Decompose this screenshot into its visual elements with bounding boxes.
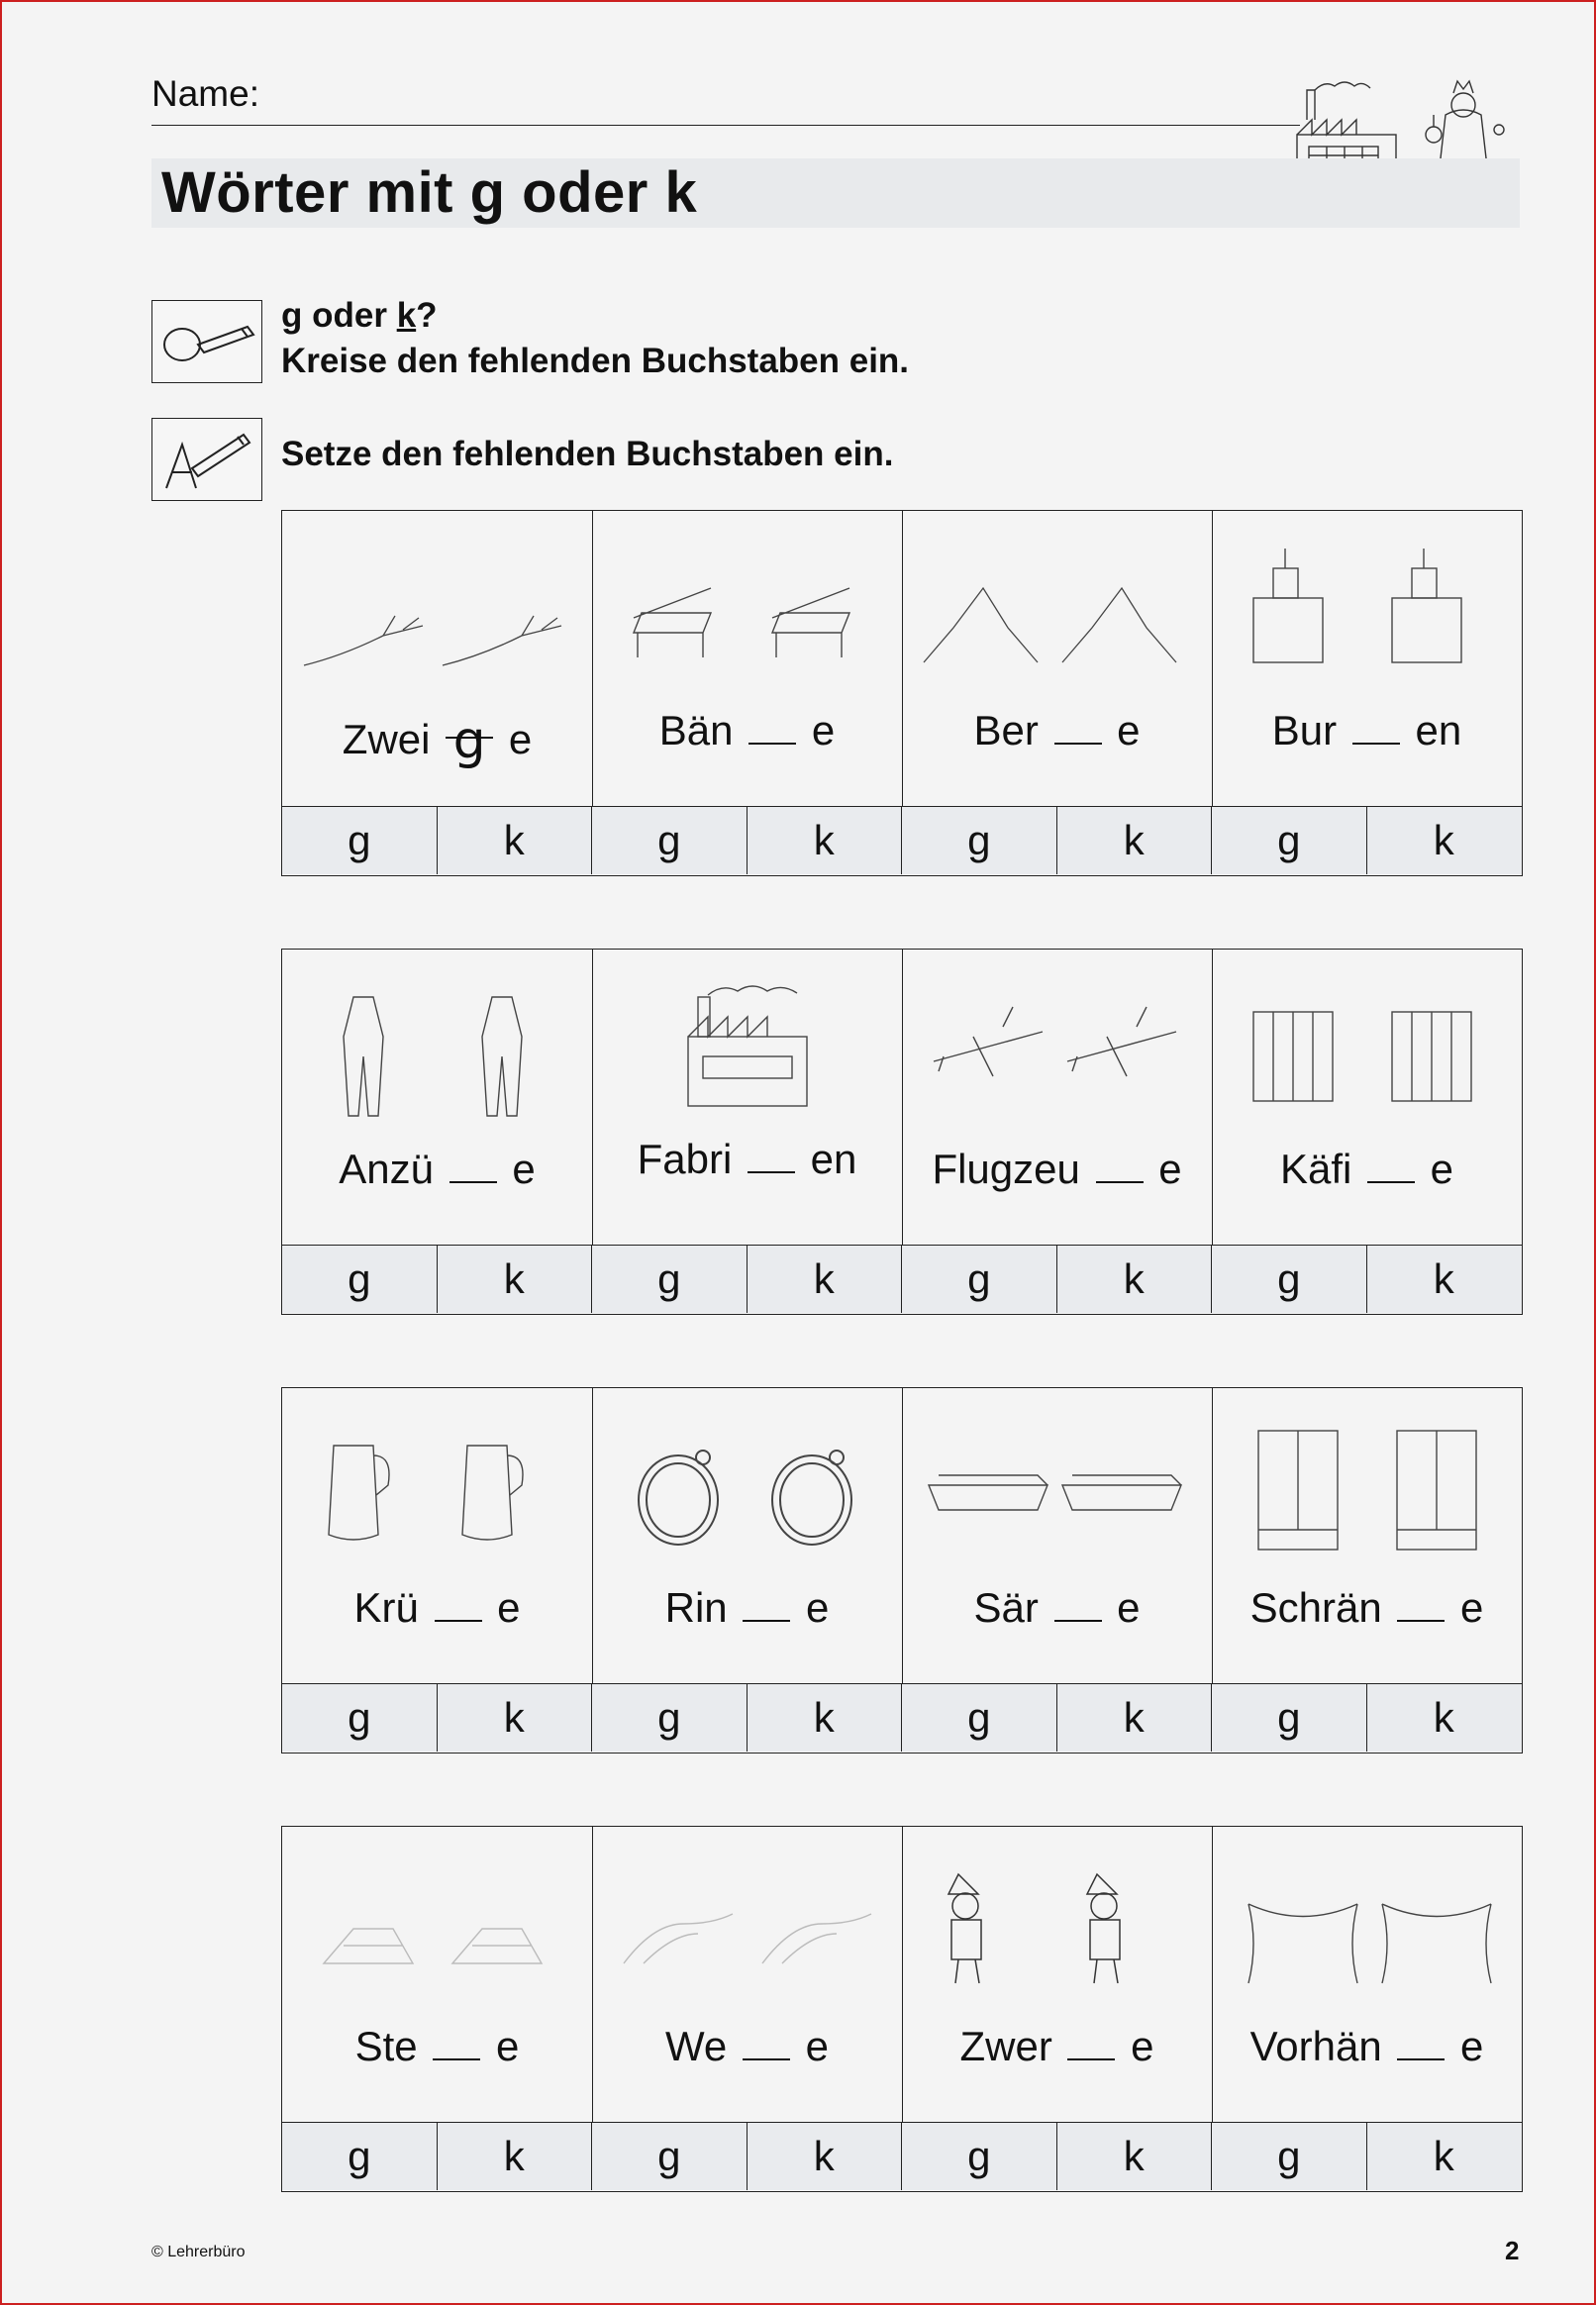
answer-row [282,1245,1522,1313]
option-k[interactable]: k [438,807,593,874]
option-k[interactable]: k [1057,2123,1213,2190]
option-k[interactable]: k [748,807,903,874]
word-zweige: Zwei g e [282,707,592,763]
option-k[interactable]: k [438,1246,593,1313]
exercise-cell [902,950,1213,1245]
word-fabriken: Fabri en [637,1136,857,1182]
option-k[interactable]: k [1433,2133,1454,2179]
name-field[interactable] [151,71,1300,126]
exercise-cell [282,1388,593,1683]
name-label: Name: [151,73,259,114]
airplane-icon [914,977,1201,1126]
word-saerge: Sär e [973,1584,1141,1631]
instruction-circle: g oder k? Kreise den fehlenden Buchstaben ein. [281,293,909,384]
exercise-cell [1212,511,1523,806]
exercise-cell [592,511,903,806]
exercise-row-4 [281,1826,1523,2192]
letter-a-pencil-icon [151,418,262,501]
exercise-row-3 [281,1387,1523,1754]
option-g[interactable]: g [592,1684,748,1752]
path-icon [604,1854,891,2003]
word-kruege: Krü e [353,1584,521,1631]
exercise-cell [592,950,903,1245]
option-g[interactable]: g [902,807,1057,874]
jug-icon [294,1416,581,1564]
option-g[interactable]: g [902,2123,1057,2190]
word-wege: We e [665,2023,829,2069]
option-k[interactable]: k [438,1684,593,1752]
option-g[interactable]: g [592,1246,748,1313]
option-g[interactable]: g [592,2123,748,2190]
answer-row [282,806,1522,874]
option-g[interactable]: g [282,1684,438,1752]
cage-icon [1224,977,1511,1126]
exercise-cell [282,511,593,806]
option-k[interactable]: k [1433,1694,1454,1741]
option-g[interactable]: g [1212,1246,1367,1313]
option-k[interactable]: k [748,2123,903,2190]
word-baenke: Bän e [658,707,836,753]
option-g[interactable]: g [1212,1684,1367,1752]
option-k[interactable]: k [438,2123,593,2190]
exercise-cell [592,1388,903,1683]
dwarf-icon [914,1854,1201,2003]
ring-icon [604,1416,891,1564]
letter-g: g [281,296,303,335]
word-flugzeuge: Flugzeu e [932,1146,1182,1192]
option-k[interactable]: k [1057,1246,1213,1313]
exercise-cell [1212,950,1523,1245]
exercise-cell [902,511,1213,806]
mountain-icon [914,539,1201,687]
answer-row [282,2122,1522,2190]
option-g[interactable]: g [282,807,438,874]
word-zwerge: Zwer e [959,2023,1154,2069]
wardrobe-icon [1224,1416,1511,1564]
option-k[interactable]: k [1057,1684,1213,1752]
exercise-cell [282,950,593,1245]
copyright: © Lehrerbüro [151,2244,246,2260]
option-g[interactable]: g [1212,2123,1367,2190]
word-stege: Ste e [354,2023,520,2069]
exercise-cell [1212,1388,1523,1683]
suit-icon [294,977,581,1126]
option-g[interactable]: g [282,1246,438,1313]
word-berge: Ber e [973,707,1141,753]
word-kaefige: Käfi e [1279,1146,1454,1192]
exercise-cell [1212,1827,1523,2122]
word-vorhaenge: Vorhän e [1249,2023,1484,2069]
exercise-cell [902,1827,1213,2122]
option-k[interactable]: k [748,1246,903,1313]
instruction-write: Setze den fehlenden Buchstaben ein. [281,435,894,473]
circle-pencil-icon [151,300,262,383]
filled-answer: g [452,711,486,770]
bench-icon [604,539,891,687]
option-k[interactable]: k [748,1684,903,1752]
page-number: 2 [1505,2236,1520,2265]
word-anzuege: Anzü e [339,1146,536,1192]
option-g[interactable]: g [282,2123,438,2190]
option-g[interactable]: g [902,1684,1057,1752]
exercise-cell [282,1827,593,2122]
page-title: Wörter mit g oder k [161,160,698,225]
twig-icon [294,539,581,687]
word-ringe: Rin e [664,1584,830,1631]
factory-icon [604,977,891,1126]
instruction-circle-line2: Kreise den fehlenden Buchstaben ein. [281,342,910,380]
word-schraenke: Schrän e [1249,1584,1484,1631]
exercise-cell [592,1827,903,2122]
exercise-row-2 [281,949,1523,1315]
option-k[interactable]: k [1433,1255,1454,1302]
option-g[interactable]: g [902,1246,1057,1313]
title-band [151,158,1520,228]
jetty-icon [294,1854,581,2003]
exercise-cell [902,1388,1213,1683]
castle-icon [1224,539,1511,687]
exercise-row-1 [281,510,1523,876]
option-g[interactable]: g [592,807,748,874]
coffin-icon [914,1416,1201,1564]
word-burgen: Bur en [1271,707,1462,753]
option-g[interactable]: g [1212,807,1367,874]
curtain-icon [1224,1854,1511,2003]
answer-row [282,1683,1522,1752]
option-k[interactable]: k [1057,807,1213,874]
letter-k: k [396,296,417,335]
option-k[interactable]: k [1433,817,1454,863]
